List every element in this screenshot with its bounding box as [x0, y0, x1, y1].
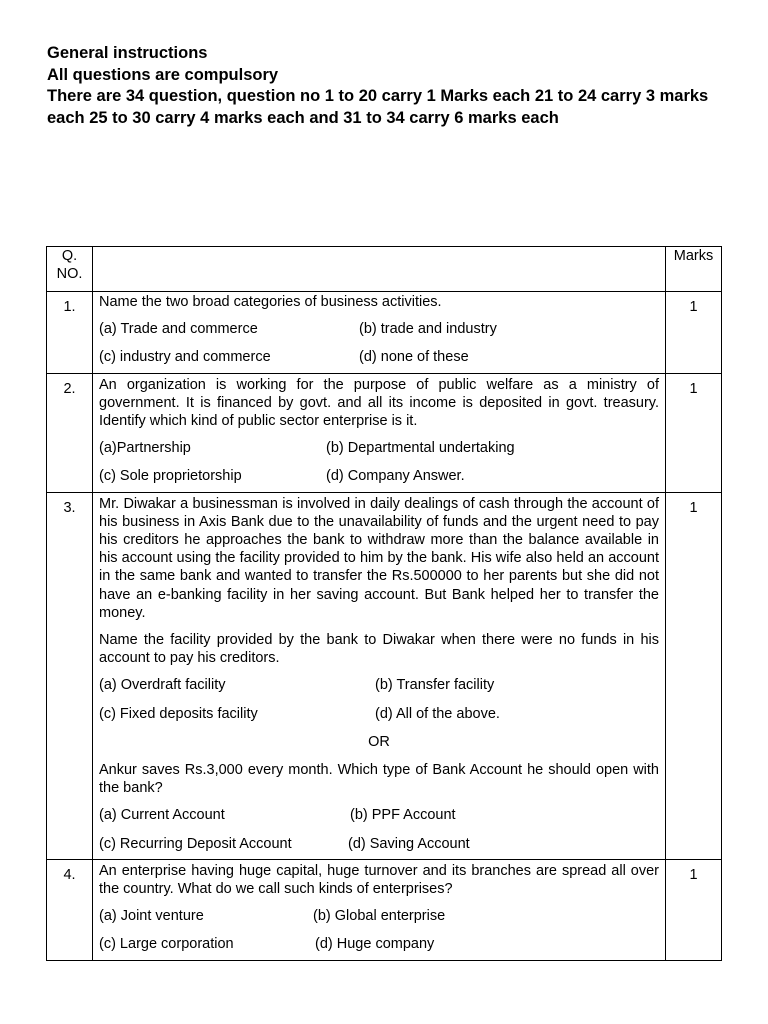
option-b: (b) trade and industry — [359, 321, 497, 338]
question-text: An organization is working for the purpose of public welfare as a ministry of government. It is financed by govt. and all its income is deposited in govt. treasury. Identify which kind of public sector enterprise is it. — [99, 376, 659, 430]
option-b: (b) Global enterprise — [313, 908, 446, 925]
question-text: Mr. Diwakar a businessman is involved in daily dealings of cash through the account of his business in Axis Bank due to the unavailability of funds and the urgent need to pay his creditors he approaches the bank to withdraw more than the balance available in his account using the facility provided to him by the bank. His wife also held an account in the same bank and wanted to transfer the Rs.500000 to her parents but she did not have an e-banking facility in her saving account. But Bank helped her to transfer the money. — [99, 495, 659, 621]
option-c: (c) Large corporation — [99, 936, 234, 953]
table-row — [47, 492, 722, 859]
option-b: (b) Departmental undertaking — [326, 440, 515, 457]
option-a: (a) Trade and commerce — [99, 321, 258, 338]
question-number: 2. — [47, 373, 93, 492]
question-number: 3. — [47, 492, 93, 859]
option-a: (a) Joint venture — [99, 908, 204, 925]
option-row — [99, 935, 659, 953]
question-number: 4. — [47, 859, 93, 960]
option-b: (b) PPF Account — [350, 807, 456, 824]
option-d: (d) Company Answer. — [326, 468, 465, 485]
instructions-marks-distribution: There are 34 question, question no 1 to 20 carry 1 Marks each 21 to 24 carry 3 marks each 25 to 30 carry 4 marks each and 31 to 34 carry 6 marks each — [47, 87, 709, 127]
question-marks: 1 — [666, 859, 722, 960]
option-c: (c) Fixed deposits facility — [99, 705, 258, 722]
question-prompt: Name the facility provided by the bank to Diwakar when there were no funds in his account to pay his creditors. — [99, 632, 659, 667]
option-d: (d) All of the above. — [375, 705, 500, 722]
general-instructions — [47, 43, 737, 129]
option-row — [99, 320, 659, 338]
option-row — [99, 676, 659, 694]
question-marks: 1 — [666, 373, 722, 492]
option-d: (d) none of these — [359, 349, 469, 366]
option-c: (c) Sole proprietorship — [99, 468, 242, 485]
option-b: (b) Transfer facility — [375, 677, 495, 694]
option-d: (d) Saving Account — [348, 835, 470, 852]
option-row — [99, 835, 659, 853]
option-a: (a) Overdraft facility — [99, 677, 226, 694]
option-row — [99, 439, 659, 457]
question-text: Name the two broad categories of business activities. — [99, 294, 442, 310]
option-c: (c) industry and commerce — [99, 349, 271, 366]
table-row — [47, 373, 722, 492]
question-number: 1. — [47, 292, 93, 374]
option-c: (c) Recurring Deposit Account — [99, 835, 292, 852]
option-a: (a) Current Account — [99, 807, 225, 824]
option-a: (a)Partnership — [99, 440, 191, 457]
option-row — [99, 348, 659, 366]
question-marks: 1 — [666, 292, 722, 374]
or-separator: OR — [368, 733, 390, 750]
alternate-question-text: Ankur saves Rs.3,000 every month. Which type of Bank Account he should open with the bank? — [99, 762, 659, 797]
instructions-compulsory: All questions are compulsory — [47, 65, 279, 84]
question-body — [93, 859, 666, 960]
question-body — [93, 292, 666, 374]
question-body — [93, 373, 666, 492]
instructions-heading: General instructions — [47, 44, 208, 62]
header-qno: Q. NO. — [47, 247, 93, 292]
option-row — [99, 806, 659, 824]
option-row — [99, 705, 659, 723]
question-text: An enterprise having huge capital, huge turnover and its branches are spread all over the country. What do we call such kinds of enterprises? — [99, 862, 659, 898]
question-marks: 1 — [666, 492, 722, 859]
questions-table — [46, 246, 722, 961]
table-header-row — [47, 247, 722, 292]
header-question — [93, 247, 666, 292]
option-row — [99, 467, 659, 485]
option-row — [99, 907, 659, 925]
table-row — [47, 859, 722, 960]
header-marks: Marks — [666, 247, 722, 292]
question-body — [93, 492, 666, 859]
option-d: (d) Huge company — [315, 936, 435, 953]
table-row — [47, 292, 722, 374]
